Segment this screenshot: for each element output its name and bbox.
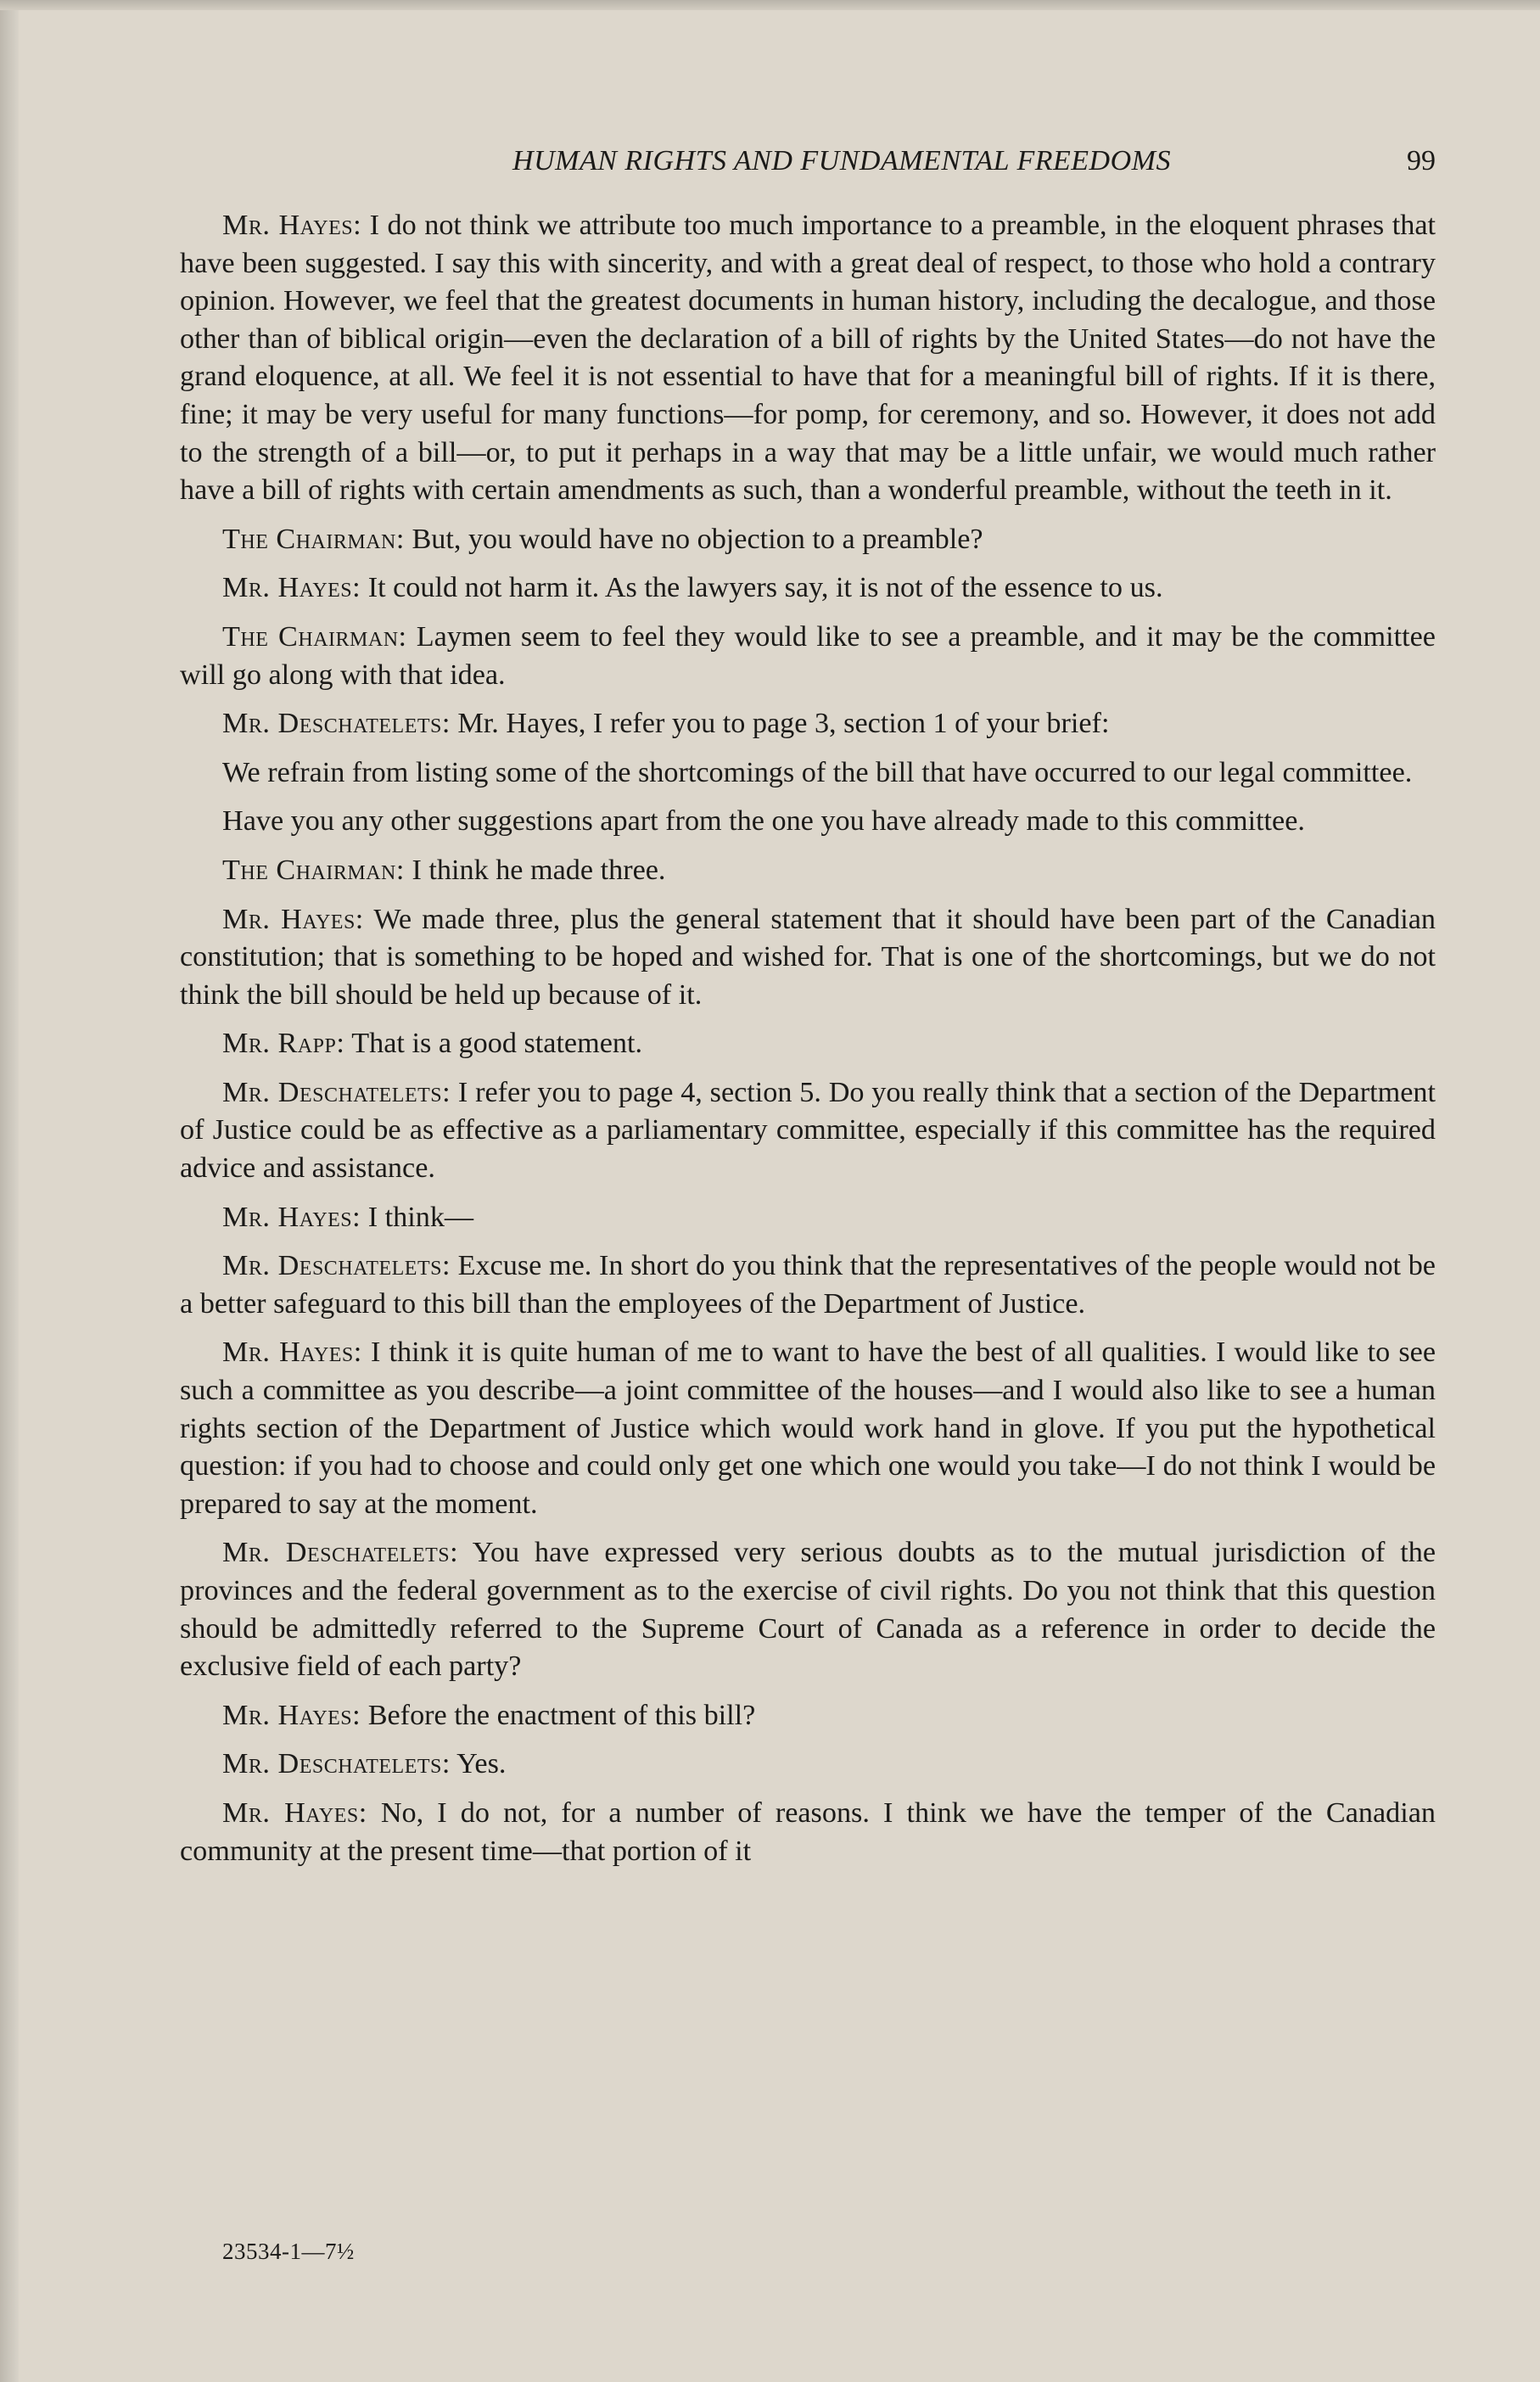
speaker-name: Mr. Hayes: bbox=[222, 903, 364, 935]
paragraph-continuation: Have you any other suggestions apart from the one you have already made to this committee. bbox=[222, 805, 1305, 838]
paragraph-text: We made three, plus the general statement that it should have been part of the Canadian constitution; that is something to be hoped and wished for. That is one of the shortcomings, but we do not think the bill should be held up because of it. bbox=[180, 903, 1436, 1011]
paragraph-text: Excuse me. In short do you think that the representatives of the people would not be a better safeguard to this bill than the employees of the Department of Justice. bbox=[180, 1250, 1436, 1320]
paragraph-text: That is a good statement. bbox=[344, 1028, 643, 1060]
paragraph-text: Before the enactment of this bill? bbox=[361, 1699, 756, 1731]
paragraph-text: Mr. Hayes, I refer you to page 3, section 1 of your brief: bbox=[450, 708, 1110, 740]
paragraph-text: I think— bbox=[361, 1201, 474, 1233]
speaker-name: Mr. Hayes: bbox=[222, 1699, 361, 1731]
paragraph-text: Yes. bbox=[450, 1748, 507, 1780]
page-number: 99 bbox=[1407, 145, 1436, 177]
speaker-name: The Chairman: bbox=[222, 854, 405, 886]
signature-mark: 23534-1—7½ bbox=[222, 2239, 355, 2264]
scan-edge-top bbox=[0, 0, 1540, 10]
paragraph bbox=[180, 1074, 1436, 1188]
paragraph-text: I think he made three. bbox=[404, 854, 666, 886]
paragraph bbox=[180, 569, 1436, 608]
paragraph bbox=[180, 1199, 1436, 1237]
paragraph-text: Laymen seem to feel they would like to see a preamble, and it may be the committee will go along with that idea. bbox=[180, 620, 1436, 691]
paragraph bbox=[180, 1247, 1436, 1323]
paragraph bbox=[180, 207, 1436, 510]
speaker-name: Mr. Deschatelets: bbox=[222, 1250, 451, 1282]
document-page bbox=[19, 10, 1540, 2382]
speaker-name: Mr. Deschatelets: bbox=[222, 1076, 451, 1108]
speaker-name: Mr. Hayes: bbox=[222, 210, 362, 241]
speaker-name: Mr. Hayes: bbox=[222, 1796, 367, 1829]
paragraph-text: You have expressed very serious doubts as to the mutual jurisdiction of the provinces and the federal government as to the exercise of civil rights. Do you not think that this question should be admittedly referred to the Supreme Court of Canada as a reference in order to decide the exclusive field of each party? bbox=[180, 1537, 1436, 1683]
speaker-name: The Chairman: bbox=[222, 620, 407, 653]
paragraph bbox=[180, 705, 1436, 743]
running-title: HUMAN RIGHTS AND FUNDAMENTAL FREEDOMS bbox=[512, 145, 1171, 177]
paragraph bbox=[180, 1334, 1436, 1523]
paragraph bbox=[180, 1746, 1436, 1784]
transcript-body bbox=[180, 207, 1436, 1881]
paragraph bbox=[180, 619, 1436, 694]
paragraph bbox=[180, 1795, 1436, 1870]
paragraph bbox=[180, 521, 1436, 559]
paragraph-text: No, I do not, for a number of reasons. I think we have the temper of the Canadian community at the present time—that portion of it bbox=[180, 1796, 1436, 1867]
paragraph bbox=[180, 1697, 1436, 1735]
speaker-name: Mr. Hayes: bbox=[222, 572, 361, 604]
scan-edge bbox=[0, 0, 19, 2382]
speaker-name: Mr. Hayes: bbox=[222, 1337, 362, 1369]
speaker-name: Mr. Deschatelets: bbox=[222, 1537, 459, 1569]
paragraph-text: I do not think we attribute too much importance to a preamble, in the eloquent phrases that have been suggested. I say this with sincerity, and with a great deal of respect, to those who hold a contrary opinion. However, we feel that the greatest documents in human history, including the decalogue, and those other than of biblical origin—even the declaration of a bill of rights by the United States—do not have the grand eloquence, at all. We feel it is not essential to have that for a meaningful bill of rights. If it is there, fine; it may be very useful for many functions—for pomp, for ceremony, and so. However, it does not add to the strength of a bill—or, to put it perhaps in a way that may be a little unfair, we would much rather have a bill of rights with certain amendments as such, than a wonderful preamble, without the teeth in it. bbox=[180, 210, 1436, 507]
paragraph bbox=[180, 1534, 1436, 1685]
paragraph-text: I refer you to page 4, section 5. Do you really think that a section of the Department of Justice could be as effective as a parliamentary committee, especially if this committee has the required advice and assistance. bbox=[180, 1076, 1436, 1185]
paragraph-text: I think it is quite human of me to want to have the best of all qualities. I would like to see such a committee as you describe—a joint committee of the houses—and I would also like to see a human rights section of the Department of Justice which would work hand in glove. If you put the hypothetical question: if you had to choose and could only get one which one would you take—I do not think I would be prepared to say at the moment. bbox=[180, 1337, 1436, 1520]
page-header bbox=[171, 136, 1436, 187]
paragraph bbox=[180, 901, 1436, 1015]
speaker-name: Mr. Deschatelets: bbox=[222, 1748, 451, 1780]
speaker-name: Mr. Hayes: bbox=[222, 1201, 361, 1233]
paragraph-text: It could not harm it. As the lawyers say, it is not of the essence to us. bbox=[361, 572, 1163, 604]
paragraph bbox=[180, 852, 1436, 890]
speaker-name: The Chairman: bbox=[222, 523, 405, 555]
speaker-name: Mr. Rapp: bbox=[222, 1028, 345, 1060]
paragraph-text: But, you would have no objection to a preamble? bbox=[404, 523, 983, 555]
block-quote: We refrain from listing some of the shortcomings of the bill that have occurred to our legal committee. bbox=[222, 756, 1413, 788]
speaker-name: Mr. Deschatelets: bbox=[222, 708, 451, 740]
paragraph bbox=[180, 1025, 1436, 1063]
